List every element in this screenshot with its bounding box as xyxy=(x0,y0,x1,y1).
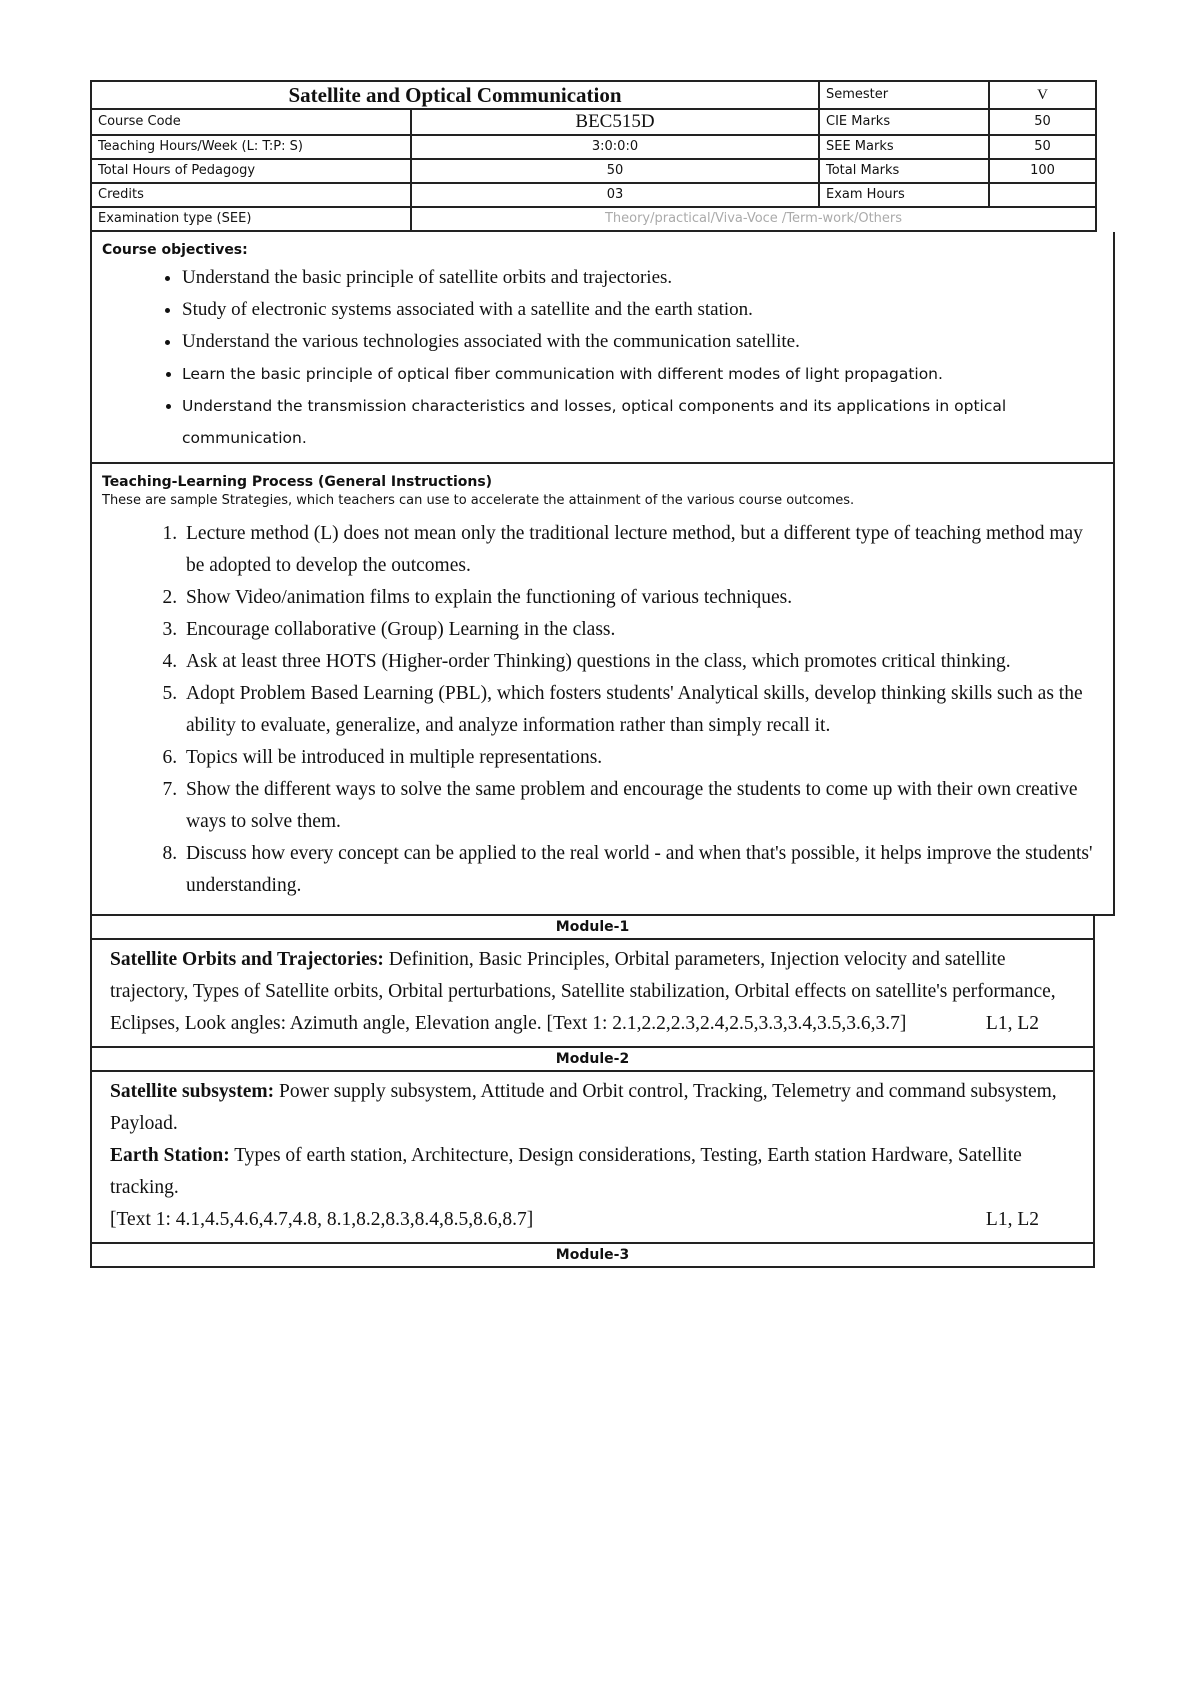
module-1-title: Module-1 xyxy=(92,916,1093,940)
exam-hours-value xyxy=(989,183,1096,207)
syllabus-document xyxy=(90,80,1095,1268)
module-2-para-1 xyxy=(110,1076,1079,1140)
credits-value: 03 xyxy=(411,183,819,207)
list-item: 8. Discuss how every concept can be applied to the real world - and when that's possible, it helps improve the students' understanding. xyxy=(182,838,1103,902)
module-2-topic-2: Earth Station: xyxy=(110,1145,230,1166)
exam-type-label: Examination type (SEE) xyxy=(91,207,411,231)
module-1-section xyxy=(90,916,1095,1048)
module-1-topic: Satellite Orbits and Trajectories: xyxy=(110,949,384,970)
module-2-para-2 xyxy=(110,1140,1079,1204)
cie-marks-value: 50 xyxy=(989,109,1096,135)
see-marks-value: 50 xyxy=(989,135,1096,159)
total-marks-label: Total Marks xyxy=(819,159,989,183)
module-2-section xyxy=(90,1046,1095,1244)
list-item: 5. Adopt Problem Based Learning (PBL), which fosters students' Analytical skills, develop thinking skills such as the ability to evaluate, generalize, and analyze information rather than simply recall it. xyxy=(182,678,1103,742)
see-marks-label: SEE Marks xyxy=(819,135,989,159)
module-2-text-2: Types of earth station, Architecture, Design considerations, Testing, Earth station Hardware, Satellite tracking. xyxy=(110,1145,1022,1198)
list-item: • Understand the various technologies associated with the communication satellite. xyxy=(182,326,1103,358)
teaching-hours-label: Teaching Hours/Week (L: T:P: S) xyxy=(91,135,411,159)
course-info-table xyxy=(90,80,1097,232)
exam-hours-label: Exam Hours xyxy=(819,183,989,207)
teaching-hours-value: 3:0:0:0 xyxy=(411,135,819,159)
list-item: • Understand the basic principle of satellite orbits and trajectories. xyxy=(182,262,1103,294)
total-marks-value: 100 xyxy=(989,159,1096,183)
semester-value: V xyxy=(989,81,1096,109)
module-2-ref-row xyxy=(110,1204,1079,1236)
pedagogy-hours-value: 50 xyxy=(411,159,819,183)
module-2-title: Module-2 xyxy=(92,1046,1093,1072)
module-2-text-1: Power supply subsystem, Attitude and Orbit control, Tracking, Telemetry and command subsystem, Payload. xyxy=(110,1081,1057,1134)
list-item: 3. Encourage collaborative (Group) Learning in the class. xyxy=(182,614,1103,646)
module-1-body xyxy=(92,940,1093,1046)
credits-label: Credits xyxy=(91,183,411,207)
tlp-heading: Teaching-Learning Process (General Instructions) xyxy=(102,474,493,490)
list-item: • Study of electronic systems associated with a satellite and the earth station. xyxy=(182,294,1103,326)
list-item: 2. Show Video/animation films to explain the functioning of various techniques. xyxy=(182,582,1103,614)
module-3-section xyxy=(90,1242,1095,1268)
list-item: 6. Topics will be introduced in multiple representations. xyxy=(182,742,1103,774)
list-item: • Learn the basic principle of optical fiber communication with different modes of light propagation. xyxy=(182,358,1103,390)
course-title: Satellite and Optical Communication xyxy=(91,81,819,109)
module-1-levels: L1, L2 xyxy=(985,1013,1039,1034)
course-objectives-section xyxy=(90,232,1115,464)
list-item: 7. Show the different ways to solve the same problem and encourage the students to come up with their own creative ways to solve them. xyxy=(182,774,1103,838)
module-2-topic-1: Satellite subsystem: xyxy=(110,1081,275,1102)
course-code-label: Course Code xyxy=(91,109,411,135)
list-item: 4. Ask at least three HOTS (Higher-order Thinking) questions in the class, which promotes critical thinking. xyxy=(182,646,1103,678)
exam-type-value: Theory/practical/Viva-Voce /Term-work/Others xyxy=(411,207,1096,231)
cie-marks-label: CIE Marks xyxy=(819,109,989,135)
teaching-learning-section xyxy=(90,464,1115,916)
tlp-intro: These are sample Strategies, which teachers can use to accelerate the attainment of the various course outcomes. xyxy=(102,493,855,508)
list-item: • Understand the transmission characteristics and losses, optical components and its applications in optical communication. xyxy=(182,390,1103,454)
course-code-value: BEC515D xyxy=(411,109,819,135)
module-2-levels: L1, L2 xyxy=(985,1209,1039,1230)
module-2-body xyxy=(92,1072,1093,1242)
module-3-title: Module-3 xyxy=(92,1242,1093,1266)
objectives-list xyxy=(102,262,1103,454)
tlp-list xyxy=(102,518,1103,902)
list-item: 1. Lecture method (L) does not mean only the traditional lecture method, but a different type of teaching method may be adopted to develop the outcomes. xyxy=(182,518,1103,582)
module-1-ref: [Text 1: 2.1,2.2,2.3,2.4,2.5,3.3,3.4,3.5,3.6,3.7] xyxy=(546,1013,907,1034)
module-1-text: Definition, Basic Principles, Orbital parameters, Injection velocity and satellite trajectory, Types of Satellite orbits, Orbital perturbations, Satellite stabilization, Orbital effects on satellite's performance, Eclipses, Look angles: Azimuth angle, Elevation angle. xyxy=(110,949,1056,1034)
module-2-ref: [Text 1: 4.1,4.5,4.6,4.7,4.8, 8.1,8.2,8.3,8.4,8.5,8.6,8.7] xyxy=(110,1209,534,1230)
semester-label: Semester xyxy=(819,81,989,109)
objectives-heading: Course objectives: xyxy=(102,242,248,258)
pedagogy-hours-label: Total Hours of Pedagogy xyxy=(91,159,411,183)
